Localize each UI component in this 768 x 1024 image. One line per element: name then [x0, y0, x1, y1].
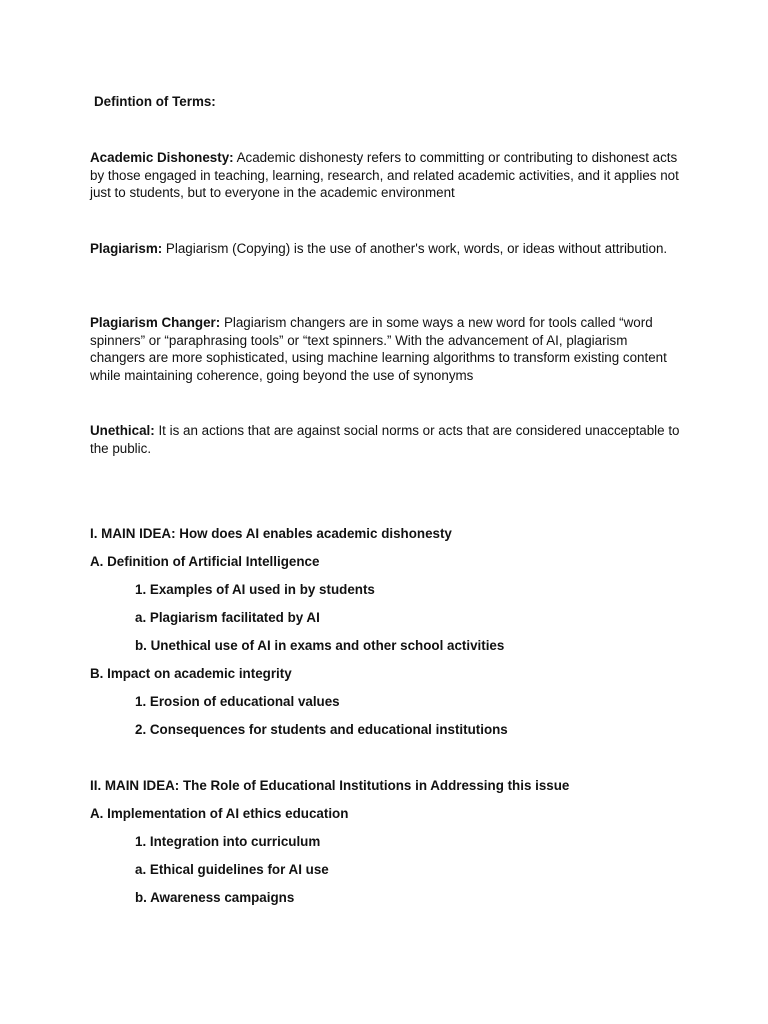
definition-term: Unethical: — [90, 423, 155, 438]
outline-item: 1. Integration into curriculum — [135, 834, 321, 849]
outline-item: A. Definition of Artificial Intelligence — [90, 554, 320, 569]
outline-item: A. Implementation of AI ethics education — [90, 806, 349, 821]
outline-item: 2. Consequences for students and educational institutions — [135, 722, 508, 737]
outline-main-idea-1: I. MAIN IDEA: How does AI enables academic dishonesty — [90, 526, 452, 541]
outline-item: a. Ethical guidelines for AI use — [135, 862, 329, 877]
definition-plagiarism-changer — [90, 314, 680, 384]
outline-item: 1. Erosion of educational values — [135, 694, 340, 709]
definition-unethical — [90, 422, 680, 457]
definition-academic-dishonesty — [90, 149, 680, 202]
definition-text: Academic dishonesty refers to committing or contributing to dishonest acts by those engaged in teaching, learning, research, and related academic activities, and it applies not just to students, but to everyone in the academic environment — [90, 150, 679, 201]
section-heading: Defintion of Terms: — [94, 94, 216, 109]
outline-main-idea-2: II. MAIN IDEA: The Role of Educational Institutions in Addressing this issue — [90, 778, 570, 793]
definition-term: Academic Dishonesty: — [90, 150, 234, 165]
definition-text: Plagiarism changers are in some ways a new word for tools called “word spinners” or “paraphrasing tools” or “text spinners.” With the advancement of AI, plagiarism changers are more sophisticated, using machine learning algorithms to transform existing content while maintaining coherence, going beyond the use of synonyms — [90, 315, 667, 383]
outline-item: B. Impact on academic integrity — [90, 666, 292, 681]
definition-term: Plagiarism Changer: — [90, 315, 221, 330]
outline-item: 1. Examples of AI used in by students — [135, 582, 375, 597]
outline-item: b. Unethical use of AI in exams and other school activities — [135, 638, 505, 653]
definition-text: It is an actions that are against social norms or acts that are considered unacceptable to the public. — [90, 423, 680, 456]
definition-term: Plagiarism: — [90, 241, 163, 256]
outline-item: a. Plagiarism facilitated by AI — [135, 610, 320, 625]
definition-plagiarism — [90, 240, 680, 258]
definition-text: Plagiarism (Copying) is the use of another's work, words, or ideas without attribution. — [162, 241, 668, 256]
outline-item: b. Awareness campaigns — [135, 890, 295, 905]
